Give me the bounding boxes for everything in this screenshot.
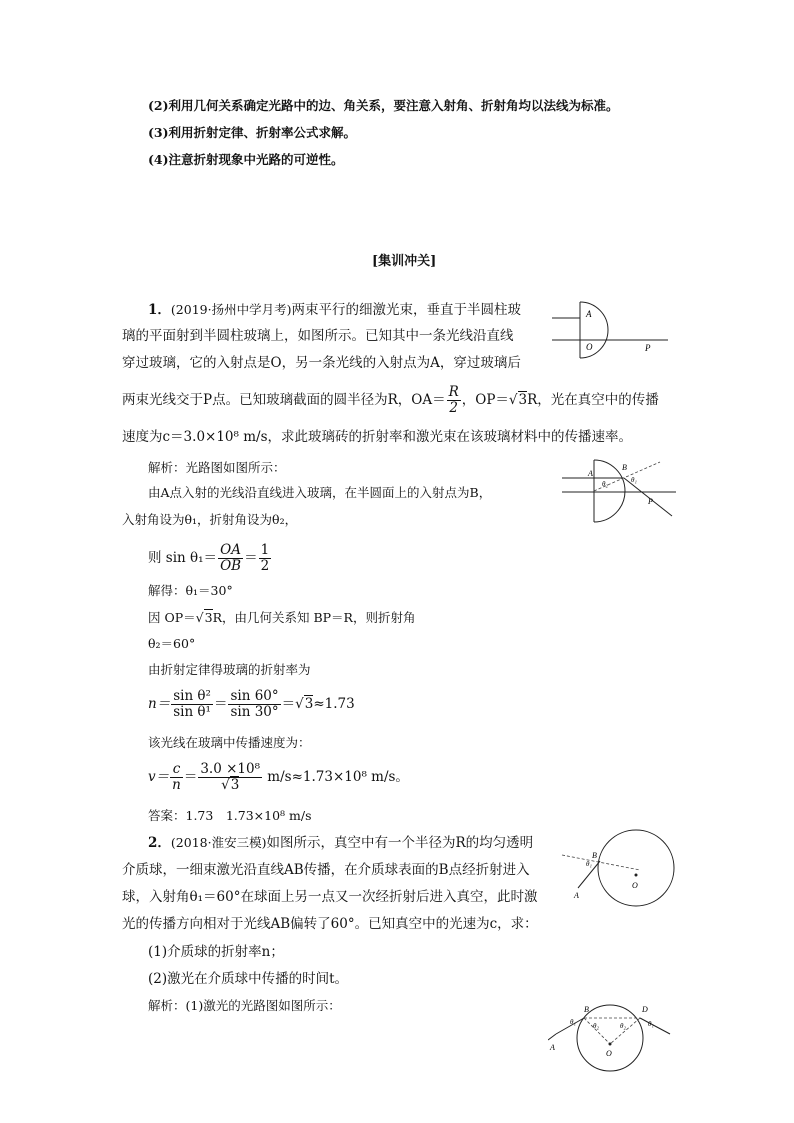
eq3-frac-1 (170, 762, 183, 793)
sol1-eq-1 (148, 543, 272, 574)
sol1-figure (560, 456, 678, 526)
section-title: [集训冲关] (372, 254, 437, 269)
eq3-den-1: n (172, 777, 181, 793)
q2-fig-label-b: B (592, 851, 597, 860)
fig3-theta2-right: θ₂ (620, 1022, 626, 1030)
fig3-label-d: D (642, 1005, 648, 1014)
fig1-label-p: P (645, 343, 651, 353)
frac-num: R (448, 384, 459, 400)
eq1-prefix: 则 sin θ₁＝ (148, 550, 218, 566)
sol1-line-1: 由A点入射的光线沿直线进入玻璃，在半圆面上的入射点为B， (148, 485, 492, 500)
eq1-frac-1 (218, 543, 243, 574)
q1-text-4c: R，光在真空中的传播 (527, 392, 659, 408)
sol1-fig-theta1: θ₁ (631, 476, 637, 484)
fig3-theta2-left: θ₂ (593, 1022, 599, 1030)
eq2-sqrt-value: 3 (304, 696, 314, 712)
q2-sub-1: (1)介质球的折射率n； (148, 944, 284, 960)
eq1-equals: ＝ (244, 550, 258, 566)
sol1-line-5: θ₂＝60° (148, 636, 196, 651)
q2-number: 2． (148, 835, 171, 851)
sol1-fig-label-p: P (648, 497, 653, 506)
eq1-frac-2 (259, 543, 272, 574)
q1-line-4 (122, 385, 659, 416)
sol1-eq-2 (148, 689, 355, 720)
q2-source: (2018·淮安三模) (170, 835, 267, 850)
sol1-eq-3 (148, 762, 409, 793)
fig1-label-a: A (586, 309, 592, 319)
q2-fig-theta1: θ₁ (586, 860, 592, 868)
eq2-den-1: sin θ¹ (173, 704, 211, 720)
fraction-r-over-2 (447, 385, 461, 416)
eq3-sqrt-value: 3 (230, 777, 240, 793)
fig3-label-a: A (550, 1043, 555, 1052)
fig3-label-b: B (584, 1005, 589, 1014)
eq3-frac-2 (198, 762, 262, 793)
sol1-line-4b: R，由几何关系知 BP＝R，则折射角 (212, 610, 416, 625)
eq2-equals-2: ＝√ (281, 696, 304, 712)
q2-fig-label-a: A (574, 891, 579, 900)
sqrt-symbol: √ (508, 392, 518, 408)
eq2-equals: ＝ (213, 696, 228, 712)
q2-figure (560, 828, 686, 910)
sqrt-symbol-2: √ (195, 610, 204, 625)
eq2-frac-1 (171, 689, 213, 720)
sol1-head: 解析：光路图如图所示： (148, 460, 286, 475)
q2-solution-head: 解析：(1)激光的光路图如图所示： (148, 998, 341, 1013)
eq2-tail: ≈1.73 (313, 696, 355, 712)
q1-text-1: 两束平行的细激光束，垂直于半圆柱玻 (291, 302, 521, 318)
q2-fig-label-o: O (632, 881, 638, 890)
sqrt-value-2: 3 (204, 610, 213, 625)
eq3-v: v＝ (148, 769, 170, 785)
fig1-label-o: O (586, 342, 593, 352)
frac-den: 2 (449, 400, 458, 416)
sol1-fig-label-a: A (588, 469, 593, 478)
sol1-line-6: 由折射定律得玻璃的折射率为 (148, 662, 311, 677)
sol1-fig-label-b: B (622, 463, 627, 472)
eq3-num-1: c (170, 762, 183, 778)
q1-line-5: 速度为c＝3.0×10⁸ m/s，求此玻璃砖的折射率和激光束在该玻璃材料中的传播速率。 (122, 429, 632, 445)
eq1-num-2: 1 (260, 542, 270, 558)
intro-line-2: (2)利用几何关系确定光路中的边、角关系，要注意入射角、折射角均以法线为标准。 (148, 98, 619, 113)
sol1-fig-theta2: θ₂ (602, 480, 608, 488)
eq2-n: n＝ (148, 696, 171, 712)
eq3-tail: m/s≈1.73×10⁸ m/s。 (263, 769, 409, 785)
q1-figure (548, 300, 672, 362)
eq1-num-1: OA (218, 543, 243, 559)
eq1-den-2: 2 (260, 558, 270, 574)
sol1-line-4a: 因 OP＝ (148, 610, 196, 625)
eq2-num-2: sin 60° (230, 688, 279, 704)
sol1-line-3: 解得：θ₁＝30° (148, 583, 233, 598)
q1-source: (2019·扬州中学月考) (170, 302, 292, 317)
fig3-label-o: O (606, 1049, 612, 1058)
q2-line-3: 球，入射角θ₁＝60°在球面上另一点又一次经折射后进入真空，此时激 (122, 889, 538, 905)
fig3-theta1-right: θ₁ (648, 1020, 654, 1028)
q1-number: 1． (148, 302, 171, 318)
sol1-line-7: 该光线在玻璃中传播速度为： (148, 735, 311, 750)
q2-sub-2: (2)激光在介质球中传播的时间t。 (148, 971, 349, 987)
sqrt-value: 3 (518, 392, 528, 408)
q2-line-4: 光的传播方向相对于光线AB偏转了60°。已知真空中的光速为c，求： (122, 916, 538, 932)
q2-line-1 (148, 834, 533, 852)
sol1-answer: 答案：1.73 1.73×10⁸ m/s (148, 808, 312, 823)
q1-text-4a: 两束光线交于P点。已知玻璃截面的圆半径为R，OA＝ (122, 392, 446, 408)
eq3-equals: ＝ (183, 769, 198, 785)
sol1-line-2: 入射角设为θ₁，折射角设为θ₂， (122, 512, 298, 527)
eq3-den-2: √3 (221, 777, 240, 793)
q1-line-1 (148, 301, 521, 319)
intro-line-3: (3)利用折射定律、折射率公式求解。 (148, 125, 357, 140)
q2-line-2: 介质球，一细束激光沿直线AB传播，在介质球表面的B点经折射进入 (122, 862, 530, 878)
q2-solution-figure (548, 1004, 672, 1078)
eq2-den-2: sin 30° (230, 704, 279, 720)
fig3-theta1-left: θ₁ (570, 1018, 576, 1026)
eq2-num-1: sin θ² (173, 688, 211, 704)
q1-text-4b: ，OP＝ (461, 392, 509, 408)
q1-line-3: 穿过玻璃，它的入射点是O，另一条光线的入射点为A，穿过玻璃后 (122, 355, 521, 371)
q2-text-1: 如图所示，真空中有一个半径为R的均匀透明 (266, 835, 534, 851)
eq2-frac-2 (228, 689, 280, 720)
q1-line-2: 璃的平面射到半圆柱玻璃上，如图所示。已知其中一条光线沿直线 (122, 328, 514, 344)
eq1-den-1: OB (220, 558, 242, 574)
eq3-num-2: 3.0 ×10⁸ (200, 761, 261, 777)
intro-line-4: (4)注意折射现象中光路的可逆性。 (148, 152, 344, 167)
sol1-line-4 (148, 609, 415, 627)
